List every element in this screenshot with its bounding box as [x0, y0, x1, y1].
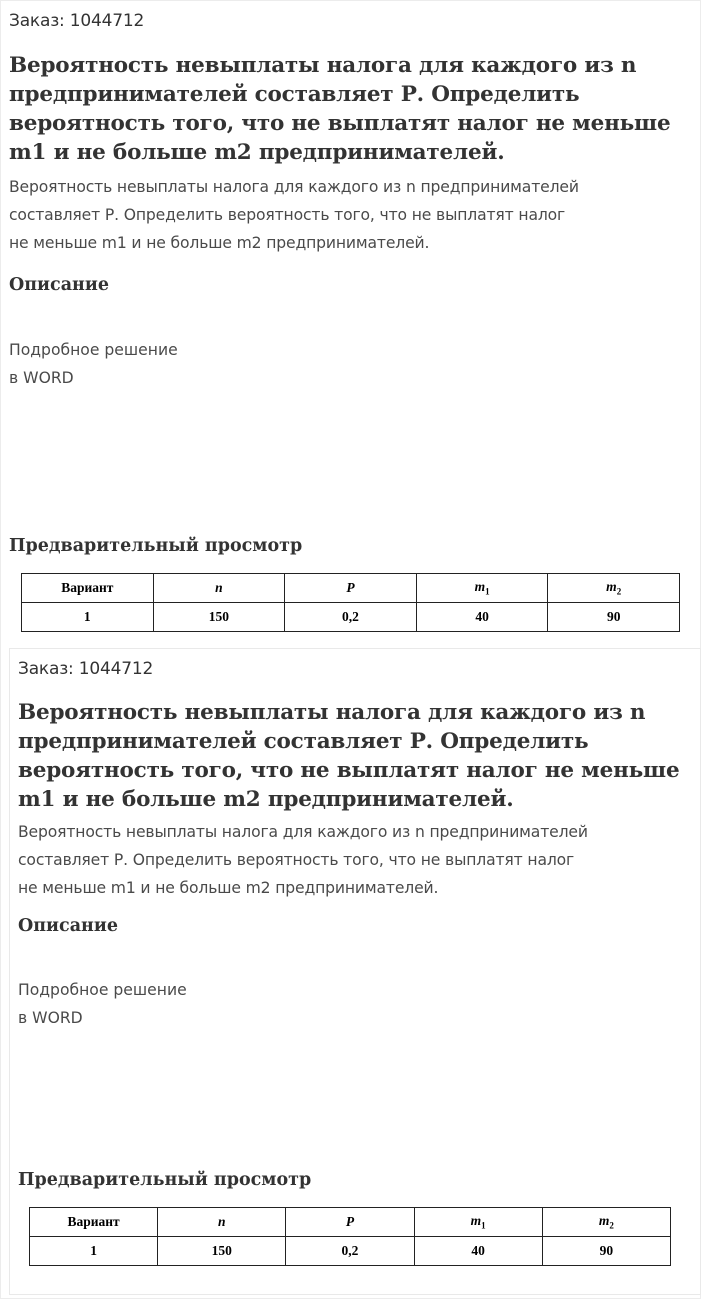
task-line: Вероятность невыплаты налога для каждого из n предпринимателей [9, 178, 579, 196]
cell-variant: 1 [22, 603, 154, 632]
order-number: Заказ: 1044712 [18, 659, 154, 679]
order-number: Заказ: 1044712 [9, 11, 145, 31]
header-n: n [158, 1208, 286, 1237]
task-text [9, 173, 579, 257]
task-line: не меньше m1 и не больше m2 предпринимателей. [18, 879, 439, 897]
table-header-row [22, 574, 680, 603]
table-row [22, 603, 680, 632]
task-line: составляет Р. Определить вероятность того, что не выплатят налог [18, 851, 575, 869]
title-line: вероятность того, что не выплатят налог не меньше [9, 111, 671, 136]
cell-p: 0,2 [286, 1237, 414, 1266]
header-m2: $m_2$ [548, 574, 680, 603]
page-title [9, 51, 670, 167]
cell-m2: 90 [548, 603, 680, 632]
task-line: не меньше m1 и не больше m2 предпринимателей. [9, 234, 430, 252]
page-title [18, 698, 679, 814]
cell-variant: 1 [30, 1237, 158, 1266]
title-line: m1 и не больше m2 предпринимателей. [18, 787, 514, 812]
header-p: P [285, 574, 417, 603]
title-line: m1 и не больше m2 предпринимателей. [9, 140, 505, 165]
preview-table [21, 573, 680, 632]
header-m1: $m_1$ [416, 574, 548, 603]
cell-p: 0,2 [285, 603, 417, 632]
header-n: n [153, 574, 285, 603]
cell-m1: 40 [416, 603, 548, 632]
description-text [9, 336, 178, 392]
description-line: в WORD [18, 1009, 83, 1027]
header-m1: $m_1$ [414, 1208, 542, 1237]
description-heading: Описание [18, 916, 118, 936]
task-text [18, 818, 588, 902]
title-line: предпринимателей составляет Р. Определить [18, 729, 589, 754]
task-line: составляет Р. Определить вероятность того, что не выплатят налог [9, 206, 566, 224]
title-line: вероятность того, что не выплатят налог не меньше [18, 758, 680, 783]
header-variant: Вариант [30, 1208, 158, 1237]
preview-table [29, 1207, 671, 1266]
cell-n: 150 [153, 603, 285, 632]
description-heading: Описание [9, 275, 109, 295]
preview-heading: Предварительный просмотр [18, 1170, 312, 1190]
table-header-row [30, 1208, 671, 1237]
table-row [30, 1237, 671, 1266]
task-line: Вероятность невыплаты налога для каждого из n предпринимателей [18, 823, 588, 841]
header-m2: $m_2$ [542, 1208, 670, 1237]
description-line: в WORD [9, 369, 74, 387]
description-text [18, 976, 187, 1032]
header-variant: Вариант [22, 574, 154, 603]
title-line: Вероятность невыплаты налога для каждого из n [18, 700, 646, 725]
preview-heading: Предварительный просмотр [9, 536, 303, 556]
cell-m1: 40 [414, 1237, 542, 1266]
header-p: P [286, 1208, 414, 1237]
description-line: Подробное решение [9, 341, 178, 359]
title-line: предпринимателей составляет Р. Определить [9, 82, 580, 107]
description-line: Подробное решение [18, 981, 187, 999]
cell-n: 150 [158, 1237, 286, 1266]
title-line: Вероятность невыплаты налога для каждого из n [9, 53, 637, 78]
cell-m2: 90 [542, 1237, 670, 1266]
